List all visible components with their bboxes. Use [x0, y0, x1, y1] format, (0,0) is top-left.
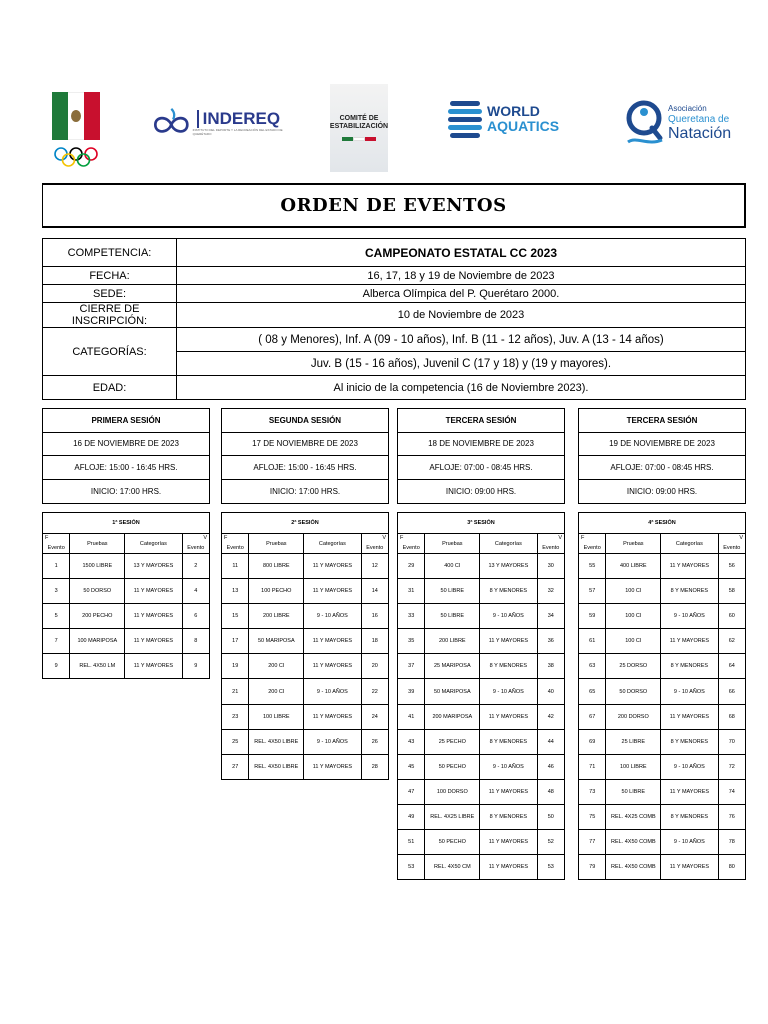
event-categoria: 11 Y MAYORES: [125, 579, 182, 604]
event-categoria: 9 - 10 AÑOS: [480, 604, 537, 629]
queretana-text: Queretana de: [668, 113, 730, 125]
event-number-v: 56: [718, 554, 745, 579]
event-prueba: 100 DORSO: [425, 779, 480, 804]
header-f: F: [222, 534, 249, 543]
session-date: 17 DE NOVIEMBRE DE 2023: [222, 433, 388, 457]
event-prueba: 100 CI: [606, 629, 661, 654]
header-evento-f: Evento: [222, 543, 249, 554]
event-number-v: 36: [537, 629, 564, 654]
session-inicio: INICIO: 17:00 HRS.: [90, 486, 162, 496]
header-v: V: [182, 534, 209, 543]
event-categoria: 11 Y MAYORES: [480, 779, 537, 804]
mexico-olympic-logo: [52, 92, 102, 174]
table-row: [222, 704, 389, 729]
event-number-v: 78: [718, 830, 745, 855]
table-row: [398, 604, 565, 629]
event-categoria: 11 Y MAYORES: [125, 654, 182, 679]
events-table-1: [42, 512, 210, 679]
event-prueba: 400 LIBRE: [606, 554, 661, 579]
event-number-f: 75: [579, 804, 606, 829]
table-row: [43, 654, 210, 679]
event-number-v: 62: [718, 629, 745, 654]
event-categoria: 11 Y MAYORES: [480, 855, 537, 880]
event-prueba: 50 PECHO: [425, 754, 480, 779]
event-number-f: 19: [222, 654, 249, 679]
event-number-f: 67: [579, 704, 606, 729]
event-number-f: 33: [398, 604, 425, 629]
world-text: WORLD: [487, 103, 540, 119]
header-f: F: [579, 534, 606, 543]
event-prueba: 200 CI: [249, 679, 304, 704]
table-row: [222, 629, 389, 654]
event-number-v: 26: [361, 729, 388, 754]
event-number-v: 48: [537, 779, 564, 804]
event-categoria: 9 - 10 AÑOS: [480, 679, 537, 704]
table-row: [398, 804, 565, 829]
event-number-v: 68: [718, 704, 745, 729]
event-prueba: 200 PECHO: [70, 604, 125, 629]
header-categorias: Categorías: [661, 534, 718, 554]
event-prueba: 50 DORSO: [606, 679, 661, 704]
event-prueba: 100 CI: [606, 604, 661, 629]
event-prueba: 100 PECHO: [249, 579, 304, 604]
event-number-f: 55: [579, 554, 606, 579]
event-categoria: 11 Y MAYORES: [125, 604, 182, 629]
event-categoria: 11 Y MAYORES: [304, 654, 361, 679]
event-number-f: 41: [398, 704, 425, 729]
event-number-v: 2: [182, 554, 209, 579]
event-prueba: 50 DORSO: [70, 579, 125, 604]
event-prueba: 25 DORSO: [606, 654, 661, 679]
table-row: [579, 779, 746, 804]
event-prueba: 50 LIBRE: [425, 579, 480, 604]
session-box-3: [397, 408, 565, 504]
session-inicio: INICIO: 09:00 HRS.: [445, 486, 517, 496]
table-row: [222, 554, 389, 579]
infinity-swimmer-icon: [150, 103, 193, 143]
event-number-v: 8: [182, 629, 209, 654]
session-name: PRIMERA SESIÓN: [43, 409, 209, 433]
table-row: [43, 554, 210, 579]
event-number-f: 3: [43, 579, 70, 604]
event-number-f: 11: [222, 554, 249, 579]
table-row: [43, 604, 210, 629]
header-f: F: [43, 534, 70, 543]
event-number-f: 47: [398, 779, 425, 804]
table-row: [579, 654, 746, 679]
table-row: [398, 679, 565, 704]
event-categoria: 9 - 10 AÑOS: [661, 754, 718, 779]
table-row: [222, 579, 389, 604]
competencia-value: CAMPEONATO ESTATAL CC 2023: [177, 239, 746, 267]
title-box: [42, 183, 746, 228]
event-categoria: 8 Y MENORES: [661, 729, 718, 754]
event-categoria: 11 Y MAYORES: [480, 629, 537, 654]
event-categoria: 11 Y MAYORES: [661, 554, 718, 579]
event-categoria: 9 - 10 AÑOS: [661, 830, 718, 855]
event-number-f: 63: [579, 654, 606, 679]
session-afloje: AFLOJE: 15:00 - 16:45 HRS.: [222, 456, 388, 480]
session-inicio: INICIO: 17:00 HRS.: [269, 486, 341, 496]
session-name: TERCERA SESIÓN: [398, 409, 564, 433]
mexico-flag-icon: [52, 92, 100, 140]
event-number-f: 17: [222, 629, 249, 654]
header-evento-v: Evento: [537, 543, 564, 554]
event-prueba: REL. 4X50 LIBRE: [249, 729, 304, 754]
logo-strip: [0, 82, 768, 182]
natacion-text: Natación: [668, 124, 732, 142]
table-row: [579, 729, 746, 754]
asociacion-text: Asociación: [668, 103, 707, 113]
event-number-f: 77: [579, 830, 606, 855]
event-categoria: 11 Y MAYORES: [304, 579, 361, 604]
event-prueba: REL. 4X25 COMB: [606, 804, 661, 829]
event-number-v: 18: [361, 629, 388, 654]
event-number-v: 32: [537, 579, 564, 604]
event-number-v: 38: [537, 654, 564, 679]
event-number-f: 73: [579, 779, 606, 804]
event-categoria: 9 - 10 AÑOS: [661, 679, 718, 704]
event-categoria: 11 Y MAYORES: [304, 704, 361, 729]
event-number-f: 43: [398, 729, 425, 754]
event-prueba: 100 CI: [606, 579, 661, 604]
event-number-f: 53: [398, 855, 425, 880]
competencia-label: COMPETENCIA:: [43, 239, 177, 267]
event-prueba: 200 MARIPOSA: [425, 704, 480, 729]
world-aquatics-icon: [448, 99, 482, 139]
session-name: SEGUNDA SESIÓN: [222, 409, 388, 433]
event-categoria: 11 Y MAYORES: [304, 554, 361, 579]
header-pruebas: Pruebas: [70, 534, 125, 554]
asociacion-queretana-logo: [624, 92, 734, 152]
session-afloje: AFLOJE: 07:00 - 08:45 HRS.: [579, 456, 745, 480]
table-caption: 2ª SESIÓN: [222, 513, 389, 534]
sede-value: Alberca Olímpica del P. Querétaro 2000.: [177, 285, 746, 303]
event-categoria: 11 Y MAYORES: [661, 779, 718, 804]
session-date: 16 DE NOVIEMBRE DE 2023: [43, 433, 209, 457]
header-pruebas: Pruebas: [606, 534, 661, 554]
table-row: [43, 629, 210, 654]
event-number-v: 42: [537, 704, 564, 729]
header-evento-v: Evento: [182, 543, 209, 554]
event-number-f: 65: [579, 679, 606, 704]
event-categoria: 11 Y MAYORES: [480, 704, 537, 729]
event-number-f: 29: [398, 554, 425, 579]
event-number-f: 45: [398, 754, 425, 779]
table-caption: 4ª SESIÓN: [579, 513, 746, 534]
event-categoria: 8 Y MENORES: [661, 654, 718, 679]
header-pruebas: Pruebas: [249, 534, 304, 554]
header-categorias: Categorías: [304, 534, 361, 554]
event-number-f: 69: [579, 729, 606, 754]
table-row: [579, 554, 746, 579]
event-number-f: 1: [43, 554, 70, 579]
event-prueba: 25 PECHO: [425, 729, 480, 754]
cierre-value: 10 de Noviembre de 2023: [177, 303, 746, 328]
event-categoria: 11 Y MAYORES: [661, 855, 718, 880]
olympic-rings-icon: [52, 146, 100, 168]
event-prueba: 100 LIBRE: [606, 754, 661, 779]
table-row: [579, 579, 746, 604]
page-title: ORDEN DE EVENTOS: [280, 195, 507, 216]
header-categorias: Categorías: [125, 534, 182, 554]
event-number-v: 64: [718, 654, 745, 679]
event-prueba: REL. 4X25 LIBRE: [425, 804, 480, 829]
table-row: [579, 704, 746, 729]
indereq-name: INDEREQ: [197, 110, 290, 128]
categorias-label: CATEGORÍAS:: [43, 328, 177, 376]
table-row: [43, 579, 210, 604]
event-number-v: 9: [182, 654, 209, 679]
event-prueba: 800 LIBRE: [249, 554, 304, 579]
event-number-f: 61: [579, 629, 606, 654]
event-number-f: 31: [398, 579, 425, 604]
indereq-subtitle: INSTITUTO DEL DEPORTE Y LA RECREACIÓN DEL ESTADO DE QUERÉTARO: [192, 128, 283, 136]
event-prueba: 200 LIBRE: [425, 629, 480, 654]
event-number-f: 23: [222, 704, 249, 729]
event-prueba: 25 LIBRE: [606, 729, 661, 754]
session-date: 18 DE NOVIEMBRE DE 2023: [398, 433, 564, 457]
comite-estabilizacion-logo: [330, 84, 388, 172]
tricolor-bar: [342, 137, 376, 141]
categorias-line-2: Juv. B (15 - 16 años), Juvenil C (17 y 18) y (19 y mayores).: [177, 352, 746, 376]
event-number-f: 15: [222, 604, 249, 629]
event-prueba: 50 MARIPOSA: [249, 629, 304, 654]
event-number-v: 6: [182, 604, 209, 629]
session-inicio: INICIO: 09:00 HRS.: [626, 486, 698, 496]
event-prueba: REL. 4X50 LM: [70, 654, 125, 679]
event-number-f: 79: [579, 855, 606, 880]
edad-label: EDAD:: [43, 376, 177, 400]
header-pruebas: Pruebas: [425, 534, 480, 554]
events-table-2: [221, 512, 389, 780]
fecha-label: FECHA:: [43, 267, 177, 285]
event-number-f: 39: [398, 679, 425, 704]
event-prueba: REL. 4X50 LIBRE: [249, 754, 304, 779]
event-prueba: 100 LIBRE: [249, 704, 304, 729]
events-table-4: [578, 512, 746, 880]
competition-info-table: [42, 238, 746, 400]
table-row: [579, 830, 746, 855]
header-v: V: [537, 534, 564, 543]
event-prueba: 1500 LIBRE: [70, 554, 125, 579]
session-box-1: [42, 408, 210, 504]
event-number-v: 52: [537, 830, 564, 855]
event-number-v: 22: [361, 679, 388, 704]
table-row: [222, 679, 389, 704]
session-afloje: AFLOJE: 07:00 - 08:45 HRS.: [398, 456, 564, 480]
header-v: V: [718, 534, 745, 543]
table-row: [579, 679, 746, 704]
event-number-f: 9: [43, 654, 70, 679]
event-number-v: 14: [361, 579, 388, 604]
event-number-v: 24: [361, 704, 388, 729]
event-categoria: 11 Y MAYORES: [480, 830, 537, 855]
event-number-v: 46: [537, 754, 564, 779]
table-row: [398, 629, 565, 654]
indereq-logo: [150, 98, 290, 148]
event-number-f: 7: [43, 629, 70, 654]
event-number-f: 13: [222, 579, 249, 604]
event-categoria: 11 Y MAYORES: [125, 629, 182, 654]
event-number-v: 40: [537, 679, 564, 704]
table-row: [579, 629, 746, 654]
table-row: [579, 804, 746, 829]
event-number-f: 59: [579, 604, 606, 629]
aquatics-text: AQUATICS: [487, 118, 560, 134]
event-categoria: 9 - 10 AÑOS: [304, 679, 361, 704]
event-prueba: REL. 4X50 COMB: [606, 830, 661, 855]
event-number-v: 34: [537, 604, 564, 629]
header-evento-f: Evento: [579, 543, 606, 554]
categorias-line-1: ( 08 y Menores), Inf. A (09 - 10 años), Inf. B (11 - 12 años), Juv. A (13 - 14 años): [177, 328, 746, 352]
event-prueba: 50 MARIPOSA: [425, 679, 480, 704]
event-categoria: 11 Y MAYORES: [304, 629, 361, 654]
session-box-2: [221, 408, 389, 504]
table-caption: 3ª SESIÓN: [398, 513, 565, 534]
event-number-f: 5: [43, 604, 70, 629]
event-categoria: 13 Y MAYORES: [480, 554, 537, 579]
event-prueba: REL. 4X50 COMB: [606, 855, 661, 880]
event-number-v: 50: [537, 804, 564, 829]
event-number-v: 28: [361, 754, 388, 779]
event-number-f: 49: [398, 804, 425, 829]
event-number-v: 53: [537, 855, 564, 880]
table-row: [579, 604, 746, 629]
table-caption: 1ª SESIÓN: [43, 513, 210, 534]
event-prueba: 200 LIBRE: [249, 604, 304, 629]
event-categoria: 11 Y MAYORES: [661, 704, 718, 729]
event-number-f: 71: [579, 754, 606, 779]
event-categoria: 8 Y MENORES: [661, 579, 718, 604]
session-box-4: [578, 408, 746, 504]
event-prueba: REL. 4X50 CM: [425, 855, 480, 880]
event-number-v: 30: [537, 554, 564, 579]
event-prueba: 200 DORSO: [606, 704, 661, 729]
event-number-v: 66: [718, 679, 745, 704]
table-row: [398, 830, 565, 855]
table-row: [398, 654, 565, 679]
event-prueba: 50 LIBRE: [606, 779, 661, 804]
event-prueba: 400 CI: [425, 554, 480, 579]
event-categoria: 9 - 10 AÑOS: [304, 729, 361, 754]
table-row: [398, 579, 565, 604]
cierre-label: CIERRE DE INSCRIPCIÓN:: [43, 303, 177, 328]
table-row: [398, 779, 565, 804]
event-categoria: 9 - 10 AÑOS: [304, 604, 361, 629]
sede-label: SEDE:: [43, 285, 177, 303]
table-row: [398, 754, 565, 779]
fecha-value: 16, 17, 18 y 19 de Noviembre de 2023: [177, 267, 746, 285]
header-evento-v: Evento: [361, 543, 388, 554]
table-row: [398, 729, 565, 754]
event-prueba: 200 CI: [249, 654, 304, 679]
world-aquatics-logo: [448, 96, 568, 142]
event-number-v: 72: [718, 754, 745, 779]
event-prueba: 50 LIBRE: [425, 604, 480, 629]
header-f: F: [398, 534, 425, 543]
event-categoria: 13 Y MAYORES: [125, 554, 182, 579]
event-number-f: 27: [222, 754, 249, 779]
event-prueba: 25 MARIPOSA: [425, 654, 480, 679]
event-categoria: 8 Y MENORES: [480, 654, 537, 679]
header-evento-v: Evento: [718, 543, 745, 554]
header-v: V: [361, 534, 388, 543]
event-categoria: 8 Y MENORES: [480, 579, 537, 604]
event-number-v: 80: [718, 855, 745, 880]
event-number-f: 51: [398, 830, 425, 855]
event-categoria: 8 Y MENORES: [480, 804, 537, 829]
session-name: TERCERA SESIÓN: [579, 409, 745, 433]
event-number-v: 76: [718, 804, 745, 829]
event-categoria: 9 - 10 AÑOS: [480, 754, 537, 779]
event-categoria: 8 Y MENORES: [480, 729, 537, 754]
event-number-v: 16: [361, 604, 388, 629]
event-number-v: 44: [537, 729, 564, 754]
event-categoria: 11 Y MAYORES: [304, 754, 361, 779]
header-categorias: Categorías: [480, 534, 537, 554]
event-number-v: 70: [718, 729, 745, 754]
table-row: [222, 604, 389, 629]
event-number-f: 21: [222, 679, 249, 704]
event-number-f: 35: [398, 629, 425, 654]
event-prueba: 100 MARIPOSA: [70, 629, 125, 654]
header-evento-f: Evento: [398, 543, 425, 554]
table-row: [579, 855, 746, 880]
table-row: [579, 754, 746, 779]
events-table-3: [397, 512, 565, 880]
event-number-v: 60: [718, 604, 745, 629]
event-categoria: 11 Y MAYORES: [661, 629, 718, 654]
session-date: 19 DE NOVIEMBRE DE 2023: [579, 433, 745, 457]
event-number-f: 57: [579, 579, 606, 604]
table-row: [222, 654, 389, 679]
table-row: [398, 704, 565, 729]
comite-text: COMITÉ DE ESTABILIZACIÓN: [329, 115, 389, 130]
edad-value: Al inicio de la competencia (16 de Noviembre 2023).: [177, 376, 746, 400]
event-number-v: 4: [182, 579, 209, 604]
event-number-v: 58: [718, 579, 745, 604]
table-row: [222, 729, 389, 754]
event-number-f: 25: [222, 729, 249, 754]
header-evento-f: Evento: [43, 543, 70, 554]
swimmer-q-icon: [624, 96, 664, 148]
event-number-v: 12: [361, 554, 388, 579]
table-row: [222, 754, 389, 779]
session-afloje: AFLOJE: 15:00 - 16:45 HRS.: [43, 456, 209, 480]
table-row: [398, 554, 565, 579]
event-number-f: 37: [398, 654, 425, 679]
event-number-v: 20: [361, 654, 388, 679]
event-number-v: 74: [718, 779, 745, 804]
event-categoria: 8 Y MENORES: [661, 804, 718, 829]
event-prueba: 50 PECHO: [425, 830, 480, 855]
table-row: [398, 855, 565, 880]
event-categoria: 9 - 10 AÑOS: [661, 604, 718, 629]
